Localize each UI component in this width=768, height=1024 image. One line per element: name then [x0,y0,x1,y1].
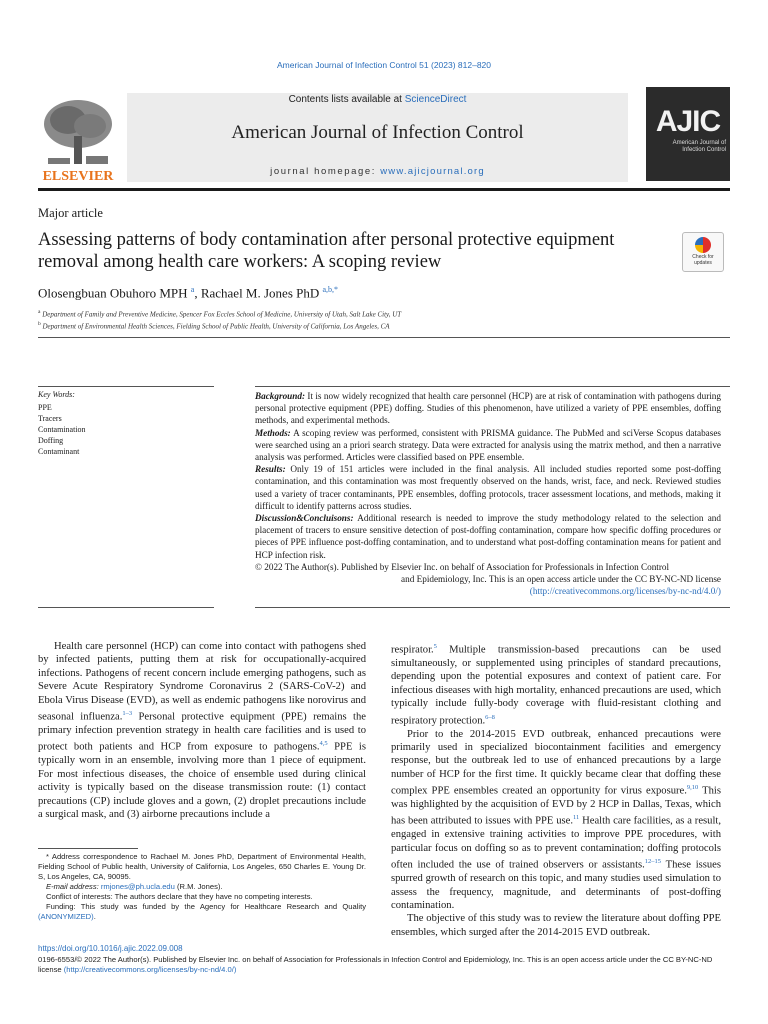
abstract-label: Methods: [255,427,291,438]
affiliation-marker: b [38,321,41,327]
author-name: Olosengbuan Obuhoro MPH [38,285,188,301]
reference-link[interactable]: 5 [433,643,437,650]
abstract-results [255,463,721,512]
footnotes [38,852,366,922]
keyword: Contaminant [38,447,80,456]
abstract-text: Only 19 of 151 articles were included in the final analysis. All included studies reported some post-doffing contamination, and this contamination was most frequently observed on the hands, wrist, face, and neck. Reviewed studies used a variety of tracer contaminants, PPE ensembles, doffing protocols, tracer assessment locations, and methods, making it difficult to identify patterns across studies. [255,464,721,511]
issn-text: 0196-6553/© 2022 The Author(s). Published by Elsevier Inc. on behalf of Association for Professionals in Infection Control and Epidemiology, Inc. This is an open access article under the CC BY-NC-ND license [38,955,713,974]
abstract-copyright-2: and Epidemiology, Inc. This is an open access article under the CC BY-NC-ND license [401,574,721,585]
reference-link[interactable]: 11 [572,814,580,822]
keywords-list [38,402,86,457]
contents-line [127,94,628,105]
homepage-prefix: journal homepage: [270,166,381,177]
journal-cover-thumbnail[interactable] [646,87,730,181]
abstract-top-rule [255,386,730,387]
keywords-bottom-rule [38,607,214,608]
keywords-heading: Key Words: [38,390,75,399]
email-link[interactable]: rmjones@ph.ucla.edu [100,882,175,891]
reference-link[interactable]: 1–3 [122,710,133,718]
reference-link[interactable]: 6–8 [485,713,495,721]
body-text: PPE is typically worn in an ensemble, involving more than 1 piece of equipment. For most infectious diseases, the choice of ensemble used during clinical activity is typically based on the disease transmission route: (1) contact precautions (CP) include gloves and a gown, (2) droplet precautions include a surgical mask, and (3) airborne precautions include a [38,741,366,820]
body-text: Personal protective equipment (PPE) remains the primary infection prevention strategy in health care facilities and is used to protect both patients and HCP from exposure to pathogens. [38,711,366,753]
affiliation-b [38,321,390,330]
elsevier-logo[interactable] [38,96,118,184]
abstract-background [255,390,721,427]
abstract-text: It is now widely recognized that health care personnel (HCP) are at risk of contamination with pathogens during personal protective equipment (PPE) doffing. Studies of this phenomenon, have utilized a variety of PPE ensembles, doffing methods, and experimental methods. [255,391,721,426]
abstract-text: Additional research is needed to improve the study methodology related to the selection and placement of tracers to ensure sensitive detection of post-doffing contamination, compare how specific doffing procedures or pieces of PPE influence post-doffing contamination, and to understand what post-doffing contamination means for patient and HCP infection risk. [255,513,721,560]
crossmark-icon [695,237,711,253]
body-text: This was highlighted by the acquisition of EVD by 2 HCP in Dallas, Texas, which has been attributed to issues with PPE use. [391,785,721,827]
keywords-top-rule [38,386,214,387]
sciencedirect-link[interactable]: ScienceDirect [404,94,467,105]
abstract-text: A scoping review was performed, consistent with PRISMA guidance. The PubMed and sciVerse Scopus databases were searched using an a priori search strategy. Data were extracted for analysis using the matrix method, and then a narrative analysis was performed. Articles were classified based on PPE ensemble. [255,427,721,463]
body-column-left [38,640,366,821]
journal-title: American Journal of Infection Control [231,122,524,143]
cover-subtitle: American Journal of Infection Control [672,140,726,153]
affiliation-marker: a [38,309,41,315]
affiliation-ref[interactable]: a [190,285,195,294]
cover-acronym: AJIC [655,105,721,138]
body-paragraph [391,728,721,913]
abstract-label: Discussion&Concluisons: [255,513,354,524]
correspondence-note: * Address correspondence to Rachael M. Jones PhD, Department of Environmental Health, Fielding School of Public health, University of California, Los Angeles, 650 Charles E. Young Dr. S, Los Angeles, CA, 90095. [38,852,366,881]
article-type: Major article [38,206,103,220]
affiliation-text: Department of Environmental Health Sciences, Fielding School of Public Health, University of California, Los Angeles, CA [42,322,390,331]
abstract-label: Background: [255,391,306,401]
body-column-right [391,640,721,939]
abstract-license [255,585,721,597]
email-suffix: (R.M. Jones). [174,882,223,891]
funding-end: . [93,912,96,921]
reference-link[interactable]: 4,5 [319,740,328,748]
footnote-rule [38,848,138,849]
body-paragraph: The objective of this study was to review the literature about doffing PPE ensembles, which surged after the 2014-2015 EVD outbreak. [391,913,721,938]
affiliation-divider [38,337,730,338]
license-link[interactable]: (http://creativecommons.org/licenses/by-nc-nd/4.0/) [529,586,721,597]
affiliation-text: Department of Family and Preventive Medicine, Spencer Fox Eccles School of Medicine, University of Utah, Salt Lake City, UT [42,310,402,319]
elsevier-tree-icon [38,96,118,184]
affiliation-a [38,309,401,318]
reference-link[interactable]: 9,10 [686,784,699,792]
funding-text: Funding: This study was funded by the Agency for Healthcare Research and Quality [46,902,366,911]
homepage-link[interactable]: www.ajicjournal.org [380,166,485,177]
body-text: Multiple transmission-based precautions can be used simultaneously, or supplemented using principles of standard precautions, depending upon the potential exposures and context of patient care. For infectious diseases with high mortality, enhanced precautions are used, which typically include fully-body coverage with fluid-resistant clothing and respiratory protection. [391,644,721,727]
body-paragraph [391,640,721,728]
check-for-updates-button[interactable] [682,232,724,272]
conflict-note: Conflict of interests: The authors declare that they have no competing interests. [46,892,313,901]
abstract-bottom-rule [255,607,730,608]
elsevier-wordmark: ELSEVIER [42,169,114,184]
body-text: respirator. [391,644,434,656]
author-name: , Rachael M. Jones PhD [194,285,320,301]
author-list [38,285,338,301]
reference-link[interactable]: 12–15 [644,858,662,866]
issn-license-line [38,955,728,975]
abstract [255,390,721,597]
funding-note [38,902,366,922]
doi-link[interactable] [38,944,183,953]
journal-citation[interactable]: American Journal of Infection Control 51 (2023) 812–820 [276,60,492,70]
keyword: Doffing [38,436,64,445]
body-text: Prior to the 2014-2015 EVD outbreak, enhanced precautions were primarily used in specialized biocontainment facilities and emergency response, but the outbreak led to use of enhanced precautions by a large number of HCP for the first time. It quickly became clear that doffing these complex PPE ensembles created an opportunity for virus exposure. [391,728,721,797]
article-title: Assessing patterns of body contamination after personal protective equipment removal among health care workers: A scoping review [38,230,615,272]
body-text: These issues spurred growth of research on this topic, and many studies used simulation to assess the frequency, magnitude, and determinants of post-doffing contamination. [391,859,721,911]
keyword: Tracers [38,414,62,423]
abstract-copyright-1: © 2022 The Author(s). Published by Elsevier Inc. on behalf of Association for Professionals in Infection Control [255,561,670,572]
keyword: Contamination [38,425,86,434]
abstract-discussion [255,512,721,561]
check-for-updates-label: Check for updates [692,254,714,266]
affiliation-ref[interactable]: a,b,* [322,285,339,294]
body-paragraph [38,640,366,821]
abstract-label: Results: [255,464,286,475]
funding-link[interactable]: (ANONYMIZED) [38,912,94,921]
keyword: PPE [38,403,52,412]
header-divider [38,188,730,191]
doi-text[interactable]: https://doi.org/10.1016/j.ajic.2022.09.008 [38,944,183,953]
email-label: E-mail address: [46,882,101,891]
contents-prefix: Contents lists available at [288,94,405,105]
abstract-methods [255,427,721,464]
license-link[interactable]: (http://creativecommons.org/licenses/by-nc-nd/4.0/) [63,965,237,974]
body-text: Health care facilities, as a result, engaged in extensive training activities to improve PPE procedures, with particular focus on doffing so as to prevent contamination; doffing protocols often included the use of trained observers or assistants. [391,816,721,871]
body-text: Health care personnel (HCP) can come into contact with pathogens shed by infected patients, putting them at risk for occupationally-acquired infections. Pathogens of recent concern include emerging pathogens, such as Severe Acute Respiratory Syndrome Coronavirus 2 (SARS-CoV-2) and Ebola Virus Disease (EVD), as well as endemic pathogens like norovirus and seasonal influenza. [38,641,366,723]
email-note [38,882,366,892]
journal-homepage [127,166,628,177]
